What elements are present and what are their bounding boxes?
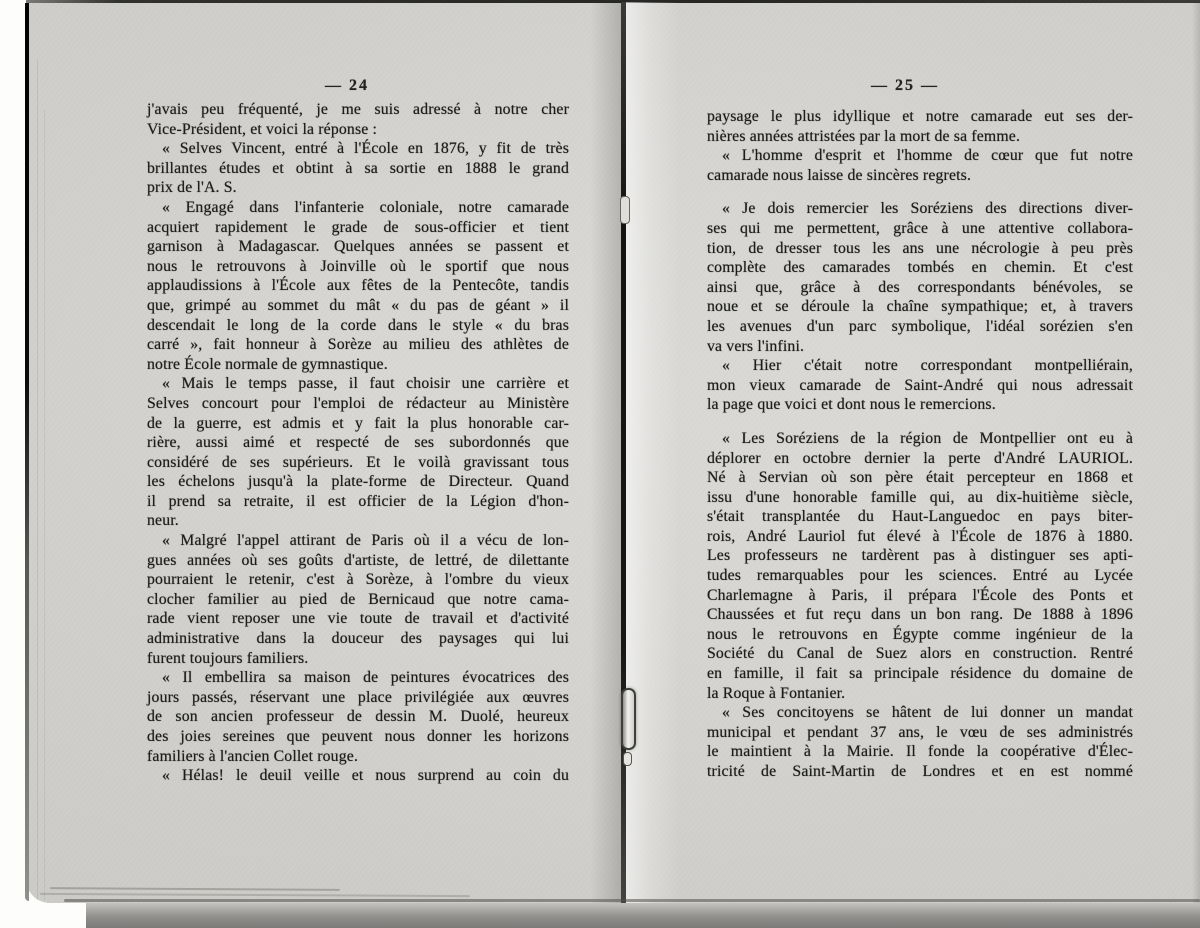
text-line: Selves concourt pour l'emploi de rédacteur au Ministère: [147, 394, 569, 412]
text-line: nières années attristées par la mort de sa femme.: [707, 127, 1021, 145]
binding-staple-bottom: [621, 688, 636, 750]
text-line: noue et se déroule la chaîne sympathique; et, à travers: [707, 298, 1133, 316]
text-line: Vice-Président, et voici la réponse :: [147, 120, 378, 138]
text-line: carré », fait honneur à Sorèze au milieu des athlètes de: [147, 336, 569, 354]
text-line: municipal et pendant 37 ans, le vœu de ses administrés: [707, 723, 1133, 741]
paragraph: [707, 703, 1133, 781]
text-line: paysage le plus idyllique et notre camarade eut ses der-: [707, 108, 1133, 125]
paragraph: [707, 356, 1133, 415]
text-line: « Selves Vincent, entré à l'École en 1876, y fit de très: [162, 140, 569, 158]
text-line: « Ses concitoyens se hâtent de lui donner un mandat: [722, 704, 1133, 722]
gutter-shadow: [590, 2, 622, 903]
page-left-edge: [25, 3, 29, 901]
text-line: les avenues d'un parc symbolique, l'idéal sorézien s'en: [707, 317, 1133, 335]
text-line: notre École normale de gymnastique.: [147, 355, 388, 373]
text-line: complète des camarades tombés en chemin. Et c'est: [707, 259, 1133, 277]
text-line: tudes remarquables pour les sciences. Entré au Lycée: [707, 567, 1133, 585]
text-line: en famille, il fait sa principale résidence du domaine de: [707, 665, 1133, 683]
text-line: « Engagé dans l'infanterie coloniale, notre camarade: [162, 198, 569, 216]
text-line: familiers à l'ancien Collet rouge.: [147, 747, 359, 765]
text-line: mon vieux camarade de Saint-André qui nous adressait: [707, 376, 1133, 394]
text-line: acquiert rapidement le grade de sous-officier et tient: [147, 218, 569, 236]
paragraph: [707, 107, 1133, 146]
text-line: rade vient reposer une vie toute de travail et d'activité: [147, 610, 569, 628]
paragraph: [147, 766, 569, 786]
text-line: rois, André Lauriol fut élevé à l'École de 1876 à 1880.: [707, 527, 1133, 545]
text-line: « L'homme d'esprit et l'homme de cœur que fut notre: [722, 147, 1133, 165]
text-line: il prend sa retraite, il est officier de la Légion d'hon-: [147, 492, 569, 510]
paragraph: [707, 429, 1133, 703]
text-line: administrative dans la douceur des paysages qui lui: [147, 630, 569, 648]
text-line: ainsi que, grâce à des correspondants bénévoles, se: [707, 278, 1133, 296]
text-line: la Roque à Fontanier.: [707, 684, 846, 702]
text-line: jours passés, réservant une place privilégiée aux œuvres: [147, 688, 569, 706]
text-line: « Mais le temps passe, il faut choisir une carrière et: [162, 375, 569, 393]
text-line: déplorer en octobre dernier la perte d'André LAURIOL.: [707, 449, 1133, 467]
text-line: la page que voici et dont nous le remercions.: [707, 396, 996, 414]
text-line: Né à Servian où son père était percepteur en 1868 et: [707, 469, 1133, 487]
text-line: furent toujours familiers.: [147, 649, 309, 667]
paragraph: [147, 374, 569, 531]
text-line: Les professeurs ne tardèrent pas à distinguer ses apti-: [707, 547, 1133, 565]
bottom-page-stack-shadow: [86, 903, 1200, 928]
text-line: clocher familier au pied de Bernicaud que notre cama-: [147, 590, 569, 608]
text-line: brillantes études et obtint à sa sortie en 1888 le grand: [147, 159, 569, 177]
text-line: issu d'une honorable famille qui, au dix-huitième siècle,: [707, 488, 1133, 506]
text-line: Société du Canal de Suez alors en construction. Rentré: [707, 645, 1133, 663]
text-line: Chaussées et fut reçu dans un bon rang. De 1888 à 1896: [707, 606, 1133, 624]
text-line: ses qui me permettent, grâce à une attentive collabora-: [707, 219, 1133, 237]
binding-staple-top: [620, 196, 630, 224]
page-number-right: — 25 —: [871, 77, 939, 94]
text-line: s'était transplantée du Haut-Languedoc en pays biter-: [707, 508, 1133, 526]
text-line: pourraient le retenir, c'est à Sorèze, à l'ombre du vieux: [147, 571, 569, 589]
paragraph: [147, 531, 569, 668]
text-line: camarade nous laisse de sincères regrets.: [707, 166, 972, 184]
text-line: de la guerre, est admis et y fait la plus honorable car-: [147, 414, 569, 432]
paragraph: [147, 139, 569, 198]
text-line: applaudissions à l'École aux fêtes de la Pentecôte, tandis: [147, 277, 569, 295]
text-line: « Hélas! le deuil veille et nous surprend au coin du: [162, 767, 569, 785]
page-bottom-edge: [64, 899, 1200, 902]
text-line: descendait le long de la corde dans le style « du bras: [147, 316, 569, 334]
text-line: « Les Soréziens de la région de Montpellier ont eu à: [722, 429, 1133, 447]
text-line: considéré de ses supérieurs. Et le voilà gravissant tous: [147, 453, 569, 471]
text-line: « Je dois remercier les Soréziens des directions diver-: [722, 200, 1133, 218]
text-line: les échelons jusqu'à la plate-forme de Directeur. Quand: [147, 473, 569, 491]
cover-fold-line: [37, 60, 38, 900]
text-line: tricité de Saint-Martin de Londres et en est nommé: [707, 763, 1133, 780]
paragraph: [147, 100, 569, 139]
text-line: garnison à Madagascar. Quelques années se passent et: [147, 238, 569, 256]
text-line: va vers l'infini.: [707, 337, 805, 355]
text-line: le maintient à la Mairie. Il fonde la coopérative d'Élec-: [707, 743, 1133, 761]
binding-staple-end: [623, 752, 632, 766]
text-line: tion, de dresser tous les ans une nécrologie à peu près: [707, 239, 1133, 257]
text-line: nous le retrouvons à Joinville où le sportif que nous: [147, 257, 569, 275]
text-line: rière, aussi aimé et respecté de ses subordonnés que: [147, 434, 569, 452]
right-page-text-block: [707, 107, 1133, 782]
text-line: « Il embellira sa maison de peintures évocatrices des: [162, 669, 569, 687]
text-line: nous le retrouvons en Égypte comme ingénieur de la: [707, 625, 1133, 643]
text-line: gues années où ses goûts d'artiste, de lettré, de dilettante: [147, 551, 569, 569]
text-line: « Hier c'était notre correspondant montpelliérain,: [722, 357, 1133, 375]
paragraph: [707, 199, 1133, 356]
text-line: « Malgré l'appel attirant de Paris où il a vécu de lon-: [162, 532, 569, 550]
text-line: que, grimpé au sommet du mât « du pas de géant » il: [147, 296, 569, 314]
page-right-edge-shadow: [1192, 2, 1200, 903]
text-line: prix de l'A. S.: [147, 179, 237, 197]
left-page-text-block: [147, 100, 569, 786]
paragraph: [147, 668, 569, 766]
paragraph: [147, 198, 569, 374]
gutter-highlight: [626, 2, 680, 903]
text-line: j'avais peu fréquenté, je me suis adressé à notre cher: [147, 101, 569, 118]
paragraph: [707, 146, 1133, 185]
text-line: neur.: [147, 512, 179, 530]
text-line: Charlemagne à Paris, il prépara l'École des Ponts et: [707, 586, 1133, 604]
cover-fold-line: [44, 110, 45, 900]
page-number-left: — 24: [325, 77, 369, 94]
text-line: de son ancien professeur de dessin M. Duolé, heureux: [147, 708, 569, 726]
text-line: des joies sereines que peuvent nous donner les horizons: [147, 728, 569, 745]
